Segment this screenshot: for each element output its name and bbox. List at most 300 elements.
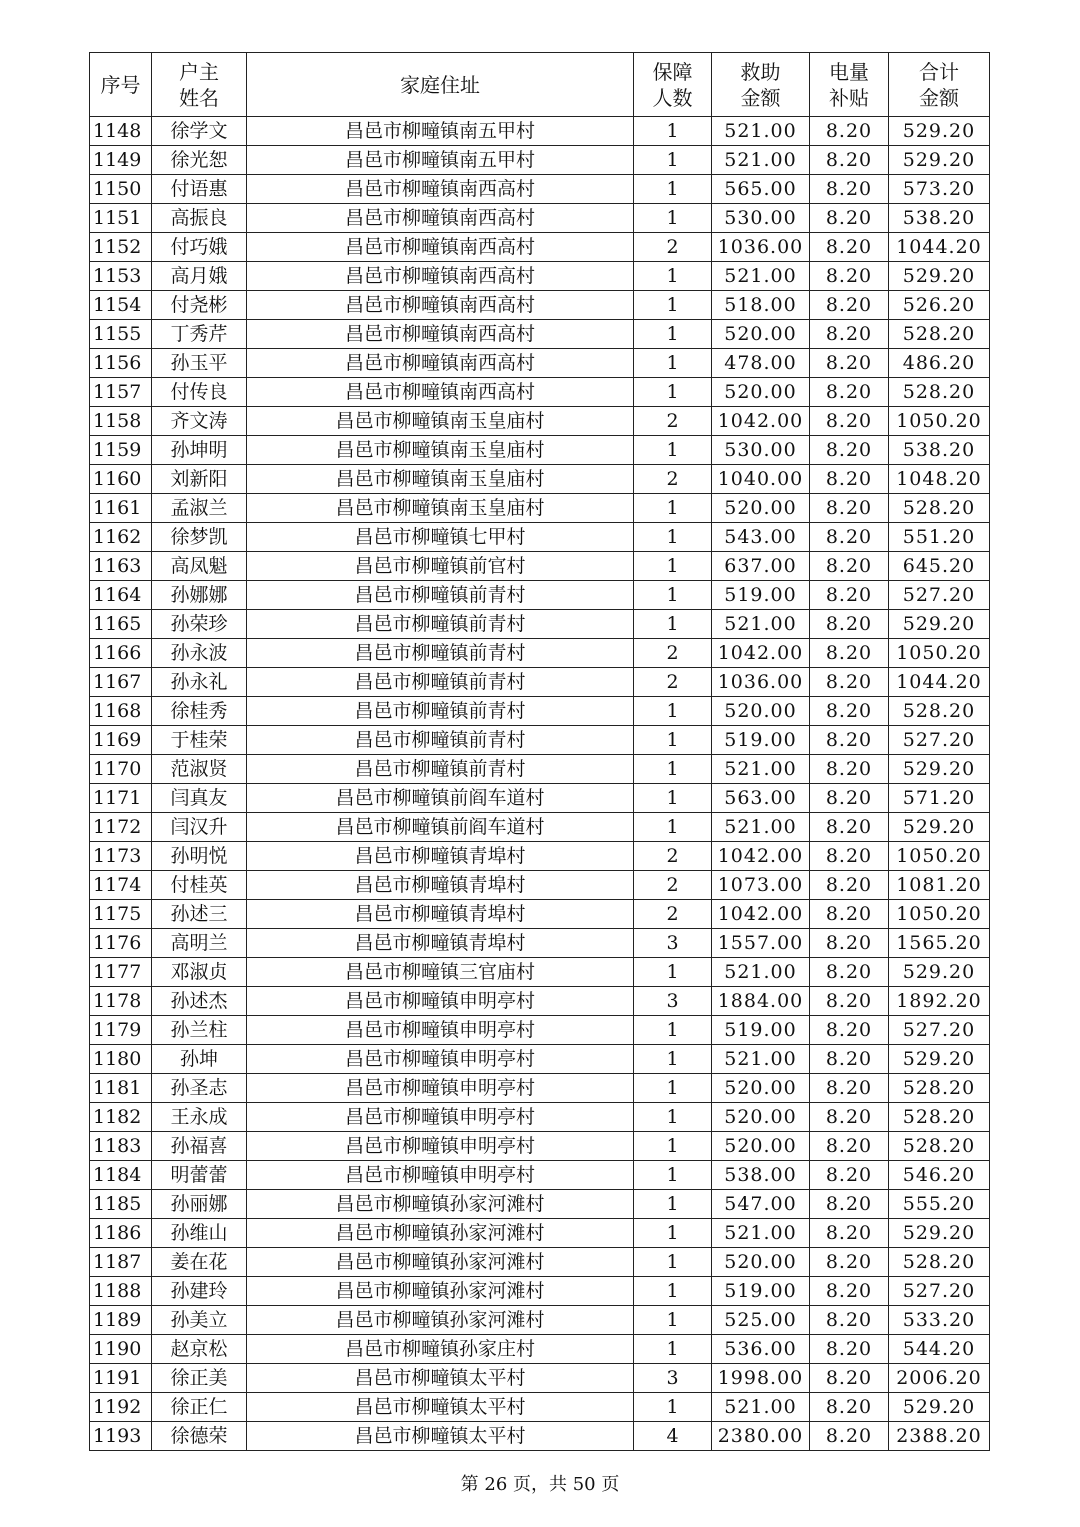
cell-subsidy: 8.20 [810, 494, 889, 523]
cell-address: 昌邑市柳疃镇七甲村 [247, 523, 634, 552]
cell-total: 529.20 [889, 610, 990, 639]
table-row [90, 407, 990, 436]
cell-name: 孙建玲 [152, 1277, 247, 1306]
header-line: 序号 [100, 72, 141, 97]
cell-amount: 520.00 [712, 320, 810, 349]
cell-address: 昌邑市柳疃镇南西高村 [247, 175, 634, 204]
cell-persons: 1 [634, 523, 712, 552]
table-row [90, 726, 990, 755]
cell-serial: 1159 [90, 436, 152, 465]
table-row [90, 465, 990, 494]
cell-address: 昌邑市柳疃镇前阎车道村 [247, 813, 634, 842]
cell-amount: 519.00 [712, 726, 810, 755]
cell-serial: 1188 [90, 1277, 152, 1306]
table-row [90, 1103, 990, 1132]
cell-total: 529.20 [889, 958, 990, 987]
cell-subsidy: 8.20 [810, 726, 889, 755]
cell-serial: 1164 [90, 581, 152, 610]
cell-name: 孙娜娜 [152, 581, 247, 610]
cell-name: 徐光恕 [152, 146, 247, 175]
cell-serial: 1190 [90, 1335, 152, 1364]
cell-subsidy: 8.20 [810, 262, 889, 291]
header-line: 救助 [740, 59, 781, 84]
cell-amount: 521.00 [712, 813, 810, 842]
cell-serial: 1173 [90, 842, 152, 871]
table-row [90, 581, 990, 610]
cell-serial: 1166 [90, 639, 152, 668]
cell-persons: 2 [634, 900, 712, 929]
cell-persons: 1 [634, 1306, 712, 1335]
cell-total: 528.20 [889, 1132, 990, 1161]
cell-persons: 1 [634, 1016, 712, 1045]
table-body [90, 117, 990, 1451]
cell-name: 孙福喜 [152, 1132, 247, 1161]
table-row [90, 1393, 990, 1422]
cell-persons: 1 [634, 1277, 712, 1306]
cell-name: 孙述杰 [152, 987, 247, 1016]
cell-amount: 519.00 [712, 1277, 810, 1306]
cell-subsidy: 8.20 [810, 204, 889, 233]
table-row [90, 1364, 990, 1393]
cell-subsidy: 8.20 [810, 813, 889, 842]
cell-subsidy: 8.20 [810, 175, 889, 204]
cell-total: 1044.20 [889, 233, 990, 262]
cell-serial: 1189 [90, 1306, 152, 1335]
cell-total: 544.20 [889, 1335, 990, 1364]
cell-serial: 1151 [90, 204, 152, 233]
cell-serial: 1170 [90, 755, 152, 784]
cell-total: 529.20 [889, 146, 990, 175]
cell-address: 昌邑市柳疃镇太平村 [247, 1422, 634, 1451]
cell-amount: 521.00 [712, 1045, 810, 1074]
cell-name: 孙美立 [152, 1306, 247, 1335]
header-line: 人数 [652, 85, 693, 110]
header-line: 电量 [829, 59, 869, 84]
cell-persons: 2 [634, 668, 712, 697]
cell-persons: 1 [634, 697, 712, 726]
header-subsidy [810, 53, 889, 117]
cell-amount: 547.00 [712, 1190, 810, 1219]
cell-address: 昌邑市柳疃镇太平村 [247, 1393, 634, 1422]
cell-amount: 520.00 [712, 1248, 810, 1277]
cell-amount: 543.00 [712, 523, 810, 552]
cell-name: 付桂英 [152, 871, 247, 900]
cell-address: 昌邑市柳疃镇南玉皇庙村 [247, 465, 634, 494]
cell-total: 529.20 [889, 1045, 990, 1074]
cell-subsidy: 8.20 [810, 871, 889, 900]
cell-name: 高明兰 [152, 929, 247, 958]
cell-address: 昌邑市柳疃镇南西高村 [247, 233, 634, 262]
cell-name: 姜在花 [152, 1248, 247, 1277]
table-row [90, 1045, 990, 1074]
cell-name: 徐德荣 [152, 1422, 247, 1451]
cell-subsidy: 8.20 [810, 465, 889, 494]
cell-address: 昌邑市柳疃镇南五甲村 [247, 117, 634, 146]
cell-total: 528.20 [889, 320, 990, 349]
cell-amount: 1998.00 [712, 1364, 810, 1393]
header-line: 补贴 [829, 85, 869, 110]
table-row [90, 1335, 990, 1364]
cell-subsidy: 8.20 [810, 1132, 889, 1161]
table-row [90, 262, 990, 291]
cell-name: 王永成 [152, 1103, 247, 1132]
cell-subsidy: 8.20 [810, 958, 889, 987]
cell-serial: 1162 [90, 523, 152, 552]
cell-persons: 2 [634, 465, 712, 494]
cell-total: 1050.20 [889, 842, 990, 871]
cell-amount: 521.00 [712, 1219, 810, 1248]
cell-serial: 1178 [90, 987, 152, 1016]
cell-total: 527.20 [889, 581, 990, 610]
cell-persons: 1 [634, 117, 712, 146]
cell-serial: 1165 [90, 610, 152, 639]
relief-table [89, 52, 990, 1451]
cell-name: 徐学文 [152, 117, 247, 146]
cell-persons: 1 [634, 1190, 712, 1219]
cell-amount: 530.00 [712, 436, 810, 465]
table-row [90, 233, 990, 262]
cell-name: 孙圣志 [152, 1074, 247, 1103]
table-row [90, 958, 990, 987]
table-row [90, 1016, 990, 1045]
cell-amount: 2380.00 [712, 1422, 810, 1451]
cell-subsidy: 8.20 [810, 1219, 889, 1248]
cell-amount: 521.00 [712, 610, 810, 639]
cell-total: 527.20 [889, 1277, 990, 1306]
cell-subsidy: 8.20 [810, 842, 889, 871]
cell-subsidy: 8.20 [810, 697, 889, 726]
cell-subsidy: 8.20 [810, 552, 889, 581]
table-row [90, 929, 990, 958]
cell-persons: 2 [634, 407, 712, 436]
cell-subsidy: 8.20 [810, 639, 889, 668]
header-serial [90, 53, 152, 117]
cell-subsidy: 8.20 [810, 349, 889, 378]
page-footer: 第 26 页，共 50 页 [460, 1474, 620, 1495]
header-name [152, 53, 247, 117]
cell-amount: 520.00 [712, 1132, 810, 1161]
cell-serial: 1191 [90, 1364, 152, 1393]
cell-name: 高振良 [152, 204, 247, 233]
cell-subsidy: 8.20 [810, 233, 889, 262]
cell-subsidy: 8.20 [810, 117, 889, 146]
cell-address: 昌邑市柳疃镇南西高村 [247, 262, 634, 291]
cell-total: 1044.20 [889, 668, 990, 697]
cell-persons: 1 [634, 784, 712, 813]
cell-amount: 1557.00 [712, 929, 810, 958]
table-row [90, 1248, 990, 1277]
cell-total: 1565.20 [889, 929, 990, 958]
header-line: 合计 [919, 59, 959, 84]
table-row [90, 784, 990, 813]
cell-amount: 1042.00 [712, 842, 810, 871]
cell-subsidy: 8.20 [810, 523, 889, 552]
cell-address: 昌邑市柳疃镇申明亭村 [247, 1016, 634, 1045]
table-row [90, 1190, 990, 1219]
cell-serial: 1156 [90, 349, 152, 378]
cell-name: 徐正仁 [152, 1393, 247, 1422]
cell-amount: 520.00 [712, 494, 810, 523]
cell-name: 高凤魁 [152, 552, 247, 581]
header-line: 保障 [652, 59, 693, 84]
cell-total: 1048.20 [889, 465, 990, 494]
cell-serial: 1175 [90, 900, 152, 929]
cell-name: 孙永礼 [152, 668, 247, 697]
cell-total: 538.20 [889, 436, 990, 465]
cell-subsidy: 8.20 [810, 929, 889, 958]
header-line: 家庭住址 [400, 72, 480, 97]
cell-total: 645.20 [889, 552, 990, 581]
cell-address: 昌邑市柳疃镇前青村 [247, 668, 634, 697]
cell-subsidy: 8.20 [810, 1306, 889, 1335]
cell-amount: 525.00 [712, 1306, 810, 1335]
cell-amount: 1042.00 [712, 407, 810, 436]
table-row [90, 871, 990, 900]
cell-address: 昌邑市柳疃镇申明亭村 [247, 1132, 634, 1161]
cell-serial: 1180 [90, 1045, 152, 1074]
cell-address: 昌邑市柳疃镇孙家河滩村 [247, 1248, 634, 1277]
cell-subsidy: 8.20 [810, 1161, 889, 1190]
table-row [90, 1277, 990, 1306]
cell-address: 昌邑市柳疃镇南玉皇庙村 [247, 494, 634, 523]
table-header [90, 53, 990, 117]
cell-serial: 1182 [90, 1103, 152, 1132]
cell-address: 昌邑市柳疃镇南西高村 [247, 378, 634, 407]
cell-total: 527.20 [889, 726, 990, 755]
table-row [90, 320, 990, 349]
cell-name: 付传良 [152, 378, 247, 407]
cell-name: 孟淑兰 [152, 494, 247, 523]
table-row [90, 1306, 990, 1335]
cell-name: 刘新阳 [152, 465, 247, 494]
cell-subsidy: 8.20 [810, 755, 889, 784]
cell-serial: 1158 [90, 407, 152, 436]
table-row [90, 987, 990, 1016]
cell-persons: 1 [634, 436, 712, 465]
cell-address: 昌邑市柳疃镇前青村 [247, 697, 634, 726]
cell-serial: 1148 [90, 117, 152, 146]
table-row [90, 1161, 990, 1190]
cell-subsidy: 8.20 [810, 1335, 889, 1364]
cell-subsidy: 8.20 [810, 1074, 889, 1103]
cell-persons: 1 [634, 146, 712, 175]
cell-name: 徐桂秀 [152, 697, 247, 726]
cell-address: 昌邑市柳疃镇青埠村 [247, 871, 634, 900]
cell-persons: 1 [634, 1103, 712, 1132]
cell-address: 昌邑市柳疃镇南玉皇庙村 [247, 436, 634, 465]
cell-address: 昌邑市柳疃镇青埠村 [247, 842, 634, 871]
cell-persons: 1 [634, 813, 712, 842]
cell-serial: 1184 [90, 1161, 152, 1190]
header-line: 姓名 [179, 85, 219, 110]
cell-amount: 637.00 [712, 552, 810, 581]
cell-amount: 530.00 [712, 204, 810, 233]
cell-total: 533.20 [889, 1306, 990, 1335]
cell-amount: 1036.00 [712, 668, 810, 697]
cell-serial: 1172 [90, 813, 152, 842]
cell-subsidy: 8.20 [810, 668, 889, 697]
cell-total: 528.20 [889, 1248, 990, 1277]
cell-subsidy: 8.20 [810, 1190, 889, 1219]
cell-address: 昌邑市柳疃镇申明亭村 [247, 987, 634, 1016]
header-line: 户主 [179, 59, 219, 84]
table-row [90, 1074, 990, 1103]
table-row [90, 697, 990, 726]
cell-persons: 1 [634, 1335, 712, 1364]
cell-name: 范淑贤 [152, 755, 247, 784]
cell-amount: 1040.00 [712, 465, 810, 494]
cell-persons: 1 [634, 291, 712, 320]
cell-serial: 1161 [90, 494, 152, 523]
cell-serial: 1176 [90, 929, 152, 958]
table-row [90, 668, 990, 697]
table-row [90, 204, 990, 233]
table-row [90, 175, 990, 204]
cell-subsidy: 8.20 [810, 987, 889, 1016]
cell-subsidy: 8.20 [810, 1103, 889, 1132]
cell-name: 孙坤 [152, 1045, 247, 1074]
cell-address: 昌邑市柳疃镇孙家河滩村 [247, 1190, 634, 1219]
cell-address: 昌邑市柳疃镇南西高村 [247, 349, 634, 378]
table-row [90, 349, 990, 378]
cell-serial: 1174 [90, 871, 152, 900]
cell-persons: 1 [634, 349, 712, 378]
cell-amount: 519.00 [712, 1016, 810, 1045]
cell-name: 闫汉升 [152, 813, 247, 842]
cell-address: 昌邑市柳疃镇孙家庄村 [247, 1335, 634, 1364]
cell-name: 孙维山 [152, 1219, 247, 1248]
table-row [90, 755, 990, 784]
cell-serial: 1183 [90, 1132, 152, 1161]
cell-total: 528.20 [889, 378, 990, 407]
cell-serial: 1185 [90, 1190, 152, 1219]
cell-subsidy: 8.20 [810, 1422, 889, 1451]
cell-name: 孙兰柱 [152, 1016, 247, 1045]
cell-address: 昌邑市柳疃镇前青村 [247, 755, 634, 784]
cell-name: 孙述三 [152, 900, 247, 929]
cell-name: 徐梦凯 [152, 523, 247, 552]
cell-total: 528.20 [889, 494, 990, 523]
cell-total: 1050.20 [889, 900, 990, 929]
cell-persons: 1 [634, 726, 712, 755]
cell-amount: 1073.00 [712, 871, 810, 900]
cell-persons: 2 [634, 233, 712, 262]
cell-persons: 1 [634, 755, 712, 784]
cell-name: 孙玉平 [152, 349, 247, 378]
cell-persons: 1 [634, 175, 712, 204]
cell-total: 571.20 [889, 784, 990, 813]
cell-total: 1050.20 [889, 407, 990, 436]
cell-address: 昌邑市柳疃镇前青村 [247, 726, 634, 755]
cell-address: 昌邑市柳疃镇申明亭村 [247, 1103, 634, 1132]
cell-persons: 1 [634, 320, 712, 349]
cell-name: 明蕾蕾 [152, 1161, 247, 1190]
table-row [90, 436, 990, 465]
table-row [90, 117, 990, 146]
table-row [90, 1132, 990, 1161]
cell-address: 昌邑市柳疃镇孙家河滩村 [247, 1277, 634, 1306]
cell-amount: 1042.00 [712, 639, 810, 668]
table-row [90, 494, 990, 523]
cell-persons: 1 [634, 958, 712, 987]
table-row [90, 1219, 990, 1248]
cell-address: 昌邑市柳疃镇孙家河滩村 [247, 1219, 634, 1248]
cell-address: 昌邑市柳疃镇申明亭村 [247, 1045, 634, 1074]
cell-amount: 521.00 [712, 958, 810, 987]
cell-address: 昌邑市柳疃镇南玉皇庙村 [247, 407, 634, 436]
cell-subsidy: 8.20 [810, 610, 889, 639]
cell-total: 529.20 [889, 813, 990, 842]
cell-address: 昌邑市柳疃镇孙家河滩村 [247, 1306, 634, 1335]
cell-subsidy: 8.20 [810, 320, 889, 349]
cell-total: 529.20 [889, 1219, 990, 1248]
table-row [90, 378, 990, 407]
cell-subsidy: 8.20 [810, 436, 889, 465]
cell-serial: 1181 [90, 1074, 152, 1103]
cell-serial: 1153 [90, 262, 152, 291]
cell-persons: 3 [634, 929, 712, 958]
cell-serial: 1179 [90, 1016, 152, 1045]
table-row [90, 1422, 990, 1451]
cell-amount: 563.00 [712, 784, 810, 813]
cell-persons: 2 [634, 639, 712, 668]
cell-address: 昌邑市柳疃镇青埠村 [247, 929, 634, 958]
table-row [90, 146, 990, 175]
cell-subsidy: 8.20 [810, 1277, 889, 1306]
cell-serial: 1187 [90, 1248, 152, 1277]
cell-address: 昌邑市柳疃镇南西高村 [247, 204, 634, 233]
cell-persons: 2 [634, 842, 712, 871]
cell-total: 526.20 [889, 291, 990, 320]
cell-total: 529.20 [889, 755, 990, 784]
header-line: 金额 [919, 85, 959, 110]
cell-total: 573.20 [889, 175, 990, 204]
cell-subsidy: 8.20 [810, 146, 889, 175]
cell-amount: 518.00 [712, 291, 810, 320]
cell-persons: 1 [634, 378, 712, 407]
table-row [90, 639, 990, 668]
cell-name: 徐正美 [152, 1364, 247, 1393]
cell-subsidy: 8.20 [810, 581, 889, 610]
cell-total: 538.20 [889, 204, 990, 233]
cell-name: 孙明悦 [152, 842, 247, 871]
table-row [90, 291, 990, 320]
cell-persons: 2 [634, 871, 712, 900]
cell-amount: 520.00 [712, 1074, 810, 1103]
cell-amount: 1036.00 [712, 233, 810, 262]
table-row [90, 900, 990, 929]
header-total [889, 53, 990, 117]
cell-serial: 1149 [90, 146, 152, 175]
header-row [90, 53, 990, 117]
cell-amount: 478.00 [712, 349, 810, 378]
cell-name: 孙荣珍 [152, 610, 247, 639]
cell-serial: 1168 [90, 697, 152, 726]
cell-name: 付巧娥 [152, 233, 247, 262]
cell-persons: 1 [634, 581, 712, 610]
cell-serial: 1163 [90, 552, 152, 581]
cell-total: 2388.20 [889, 1422, 990, 1451]
cell-address: 昌邑市柳疃镇南西高村 [247, 320, 634, 349]
cell-amount: 536.00 [712, 1335, 810, 1364]
header-persons [634, 53, 712, 117]
cell-name: 齐文涛 [152, 407, 247, 436]
cell-persons: 1 [634, 1045, 712, 1074]
cell-serial: 1157 [90, 378, 152, 407]
cell-subsidy: 8.20 [810, 1393, 889, 1422]
table-row [90, 610, 990, 639]
cell-subsidy: 8.20 [810, 378, 889, 407]
